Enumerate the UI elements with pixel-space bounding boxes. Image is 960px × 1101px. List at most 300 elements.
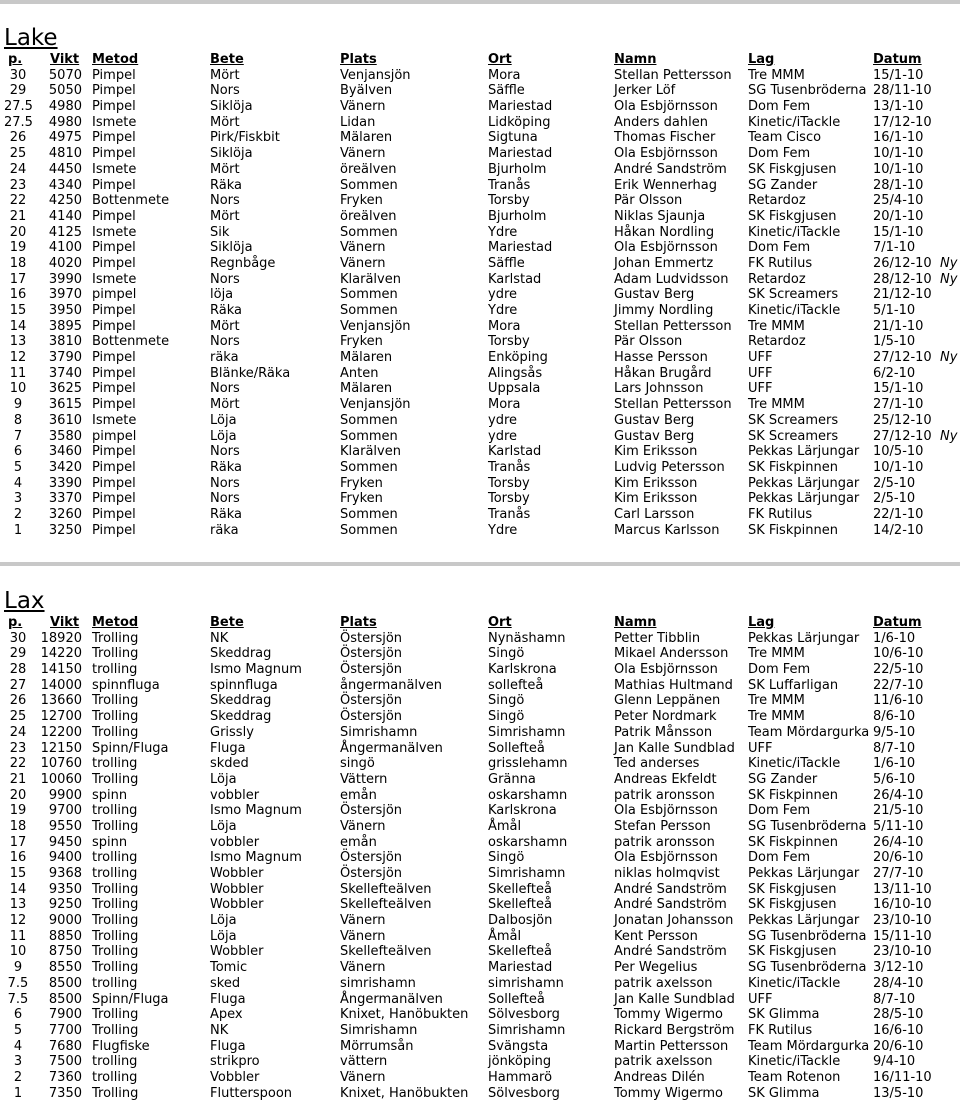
- cell-water: Knixet, Hanöbukten: [340, 1085, 469, 1101]
- cell-angler: Jimmy Nordling: [614, 303, 714, 318]
- cell-angler: Anders dahlen: [614, 114, 708, 130]
- cell-team: Team Mördargurka: [748, 1038, 870, 1054]
- cell-placing: 5: [13, 1022, 23, 1038]
- cell-weight: 4810: [48, 146, 82, 162]
- cell-angler: Adam Ludvidsson: [614, 271, 729, 287]
- cell-placing: 15: [9, 303, 27, 318]
- cell-water: vättern: [340, 1054, 388, 1070]
- table-row: [0, 491, 960, 507]
- cell-angler: patrik axelsson: [614, 975, 713, 991]
- cell-placing: 30: [9, 630, 27, 646]
- table-row: [0, 287, 960, 303]
- cell-bait: Siklöja: [210, 146, 253, 162]
- cell-method: Bottenmete: [92, 334, 170, 350]
- cell-placing: 29: [9, 83, 27, 99]
- table-row: [0, 334, 960, 350]
- cell-placing: 16: [9, 287, 27, 303]
- cell-town: oskarshamn: [488, 834, 568, 850]
- cell-team: Tre MMM: [748, 67, 805, 83]
- cell-date: 13/11-10: [873, 881, 932, 897]
- cell-weight: 3950: [48, 303, 82, 318]
- cell-weight: 3610: [48, 412, 82, 428]
- cell-placing: 6: [13, 1007, 23, 1023]
- table-row: [0, 693, 960, 709]
- cell-town: Sigtuna: [488, 130, 538, 146]
- cell-method: Flugfiske: [92, 1038, 150, 1054]
- cell-town: Torsby: [488, 193, 530, 209]
- cell-town: Sollefteå: [488, 740, 545, 756]
- cell-bait: Nors: [210, 444, 240, 460]
- cell-water: Ångermanälven: [340, 991, 443, 1007]
- cell-bait: Fluga: [210, 991, 246, 1007]
- column-header-water: Plats: [340, 52, 377, 67]
- cell-method: Trolling: [92, 928, 139, 944]
- cell-weight: 3250: [48, 522, 82, 538]
- cell-weight: 3990: [48, 271, 82, 287]
- cell-water: Vänern: [340, 99, 386, 115]
- cell-placing: 1: [13, 1085, 23, 1101]
- cell-placing: 27.5: [4, 99, 33, 115]
- cell-weight: 4020: [48, 255, 82, 271]
- cell-bait: räka: [210, 350, 239, 366]
- cell-team: FK Rutilus: [748, 506, 813, 522]
- table-row: [0, 178, 960, 194]
- cell-water: Fryken: [340, 193, 383, 209]
- cell-team: Kinetic/iTackle: [748, 1054, 841, 1070]
- cell-angler: Erik Wennerhag: [614, 177, 717, 193]
- cell-team: Dom Fem: [748, 240, 811, 256]
- cell-placing: 10: [9, 944, 27, 960]
- table-row: [0, 803, 960, 819]
- cell-method: Pimpel: [92, 475, 136, 491]
- table-row: [0, 130, 960, 146]
- cell-team: SK Luffarligan: [748, 677, 839, 693]
- cell-method: Pimpel: [92, 99, 136, 115]
- table-row: [0, 1054, 960, 1070]
- column-header-method: Metod: [92, 615, 139, 630]
- cell-method: Trolling: [92, 944, 139, 960]
- cell-team: Pekkas Lärjungar: [748, 913, 860, 929]
- cell-weight: 9000: [48, 913, 82, 929]
- cell-placing: 10: [9, 381, 27, 397]
- table-row: [0, 162, 960, 178]
- cell-bait: Nors: [210, 83, 240, 99]
- cell-weight: 5070: [48, 67, 82, 83]
- cell-weight: 8500: [48, 975, 82, 991]
- cell-water: Venjansjön: [340, 397, 411, 413]
- cell-date: 28/11-10: [873, 83, 932, 99]
- cell-placing: 13: [9, 897, 27, 913]
- cell-date: 15/1-10: [873, 224, 924, 240]
- cell-method: Spinn/Fluga: [92, 740, 169, 756]
- cell-date: 8/7-10: [873, 740, 916, 756]
- cell-water: Östersjön: [340, 630, 403, 646]
- cell-town: simrishamn: [488, 975, 564, 991]
- cell-bait: Räka: [210, 459, 242, 475]
- cell-team: UFF: [748, 991, 773, 1007]
- table-row: [0, 193, 960, 209]
- cell-method: Spinn/Fluga: [92, 991, 169, 1007]
- table-row: [0, 678, 960, 694]
- cell-date: 11/6-10: [873, 693, 924, 709]
- cell-angler: patrik aronsson: [614, 787, 715, 803]
- cell-water: Fryken: [340, 475, 383, 491]
- cell-water: Sommen: [340, 522, 398, 538]
- cell-method: Pimpel: [92, 67, 136, 83]
- cell-weight: 4340: [48, 177, 82, 193]
- cell-town: jönköping: [488, 1054, 552, 1070]
- cell-date: 14/2-10: [873, 522, 924, 538]
- cell-water: Sommen: [340, 287, 398, 303]
- cell-water: Lidan: [340, 114, 376, 130]
- cell-town: Karlstad: [488, 271, 542, 287]
- cell-method: trolling: [92, 975, 138, 991]
- cell-water: Sommen: [340, 506, 398, 522]
- table-row: [0, 788, 960, 804]
- cell-date: 27/12-10: [873, 428, 932, 444]
- cell-town: Sollefteå: [488, 991, 545, 1007]
- table-row: [0, 882, 960, 898]
- cell-town: Dalbosjön: [488, 913, 553, 929]
- cell-bait: räka: [210, 522, 239, 538]
- cell-date: 13/1-10: [873, 99, 924, 115]
- cell-placing: 7.5: [7, 991, 29, 1007]
- cell-method: Pimpel: [92, 146, 136, 162]
- cell-method: Trolling: [92, 881, 139, 897]
- table-row: [0, 992, 960, 1008]
- cell-bait: Tomic: [210, 960, 248, 976]
- cell-water: Östersjön: [340, 709, 403, 725]
- cell-method: Ismete: [92, 224, 137, 240]
- cell-water: Östersjön: [340, 803, 403, 819]
- cell-weight: 12150: [40, 740, 82, 756]
- cell-town: ydre: [488, 287, 518, 303]
- cell-team: SK Fiskgjusen: [748, 897, 837, 913]
- cell-method: trolling: [92, 866, 138, 881]
- cell-weight: 7680: [48, 1038, 82, 1054]
- cell-water: Östersjön: [340, 850, 403, 866]
- cell-angler: Jan Kalle Sundblad: [614, 991, 735, 1007]
- cell-angler: Jan Kalle Sundblad: [614, 740, 735, 756]
- cell-method: spinn: [92, 787, 128, 803]
- cell-method: Pimpel: [92, 522, 136, 538]
- cell-date: 5/6-10: [873, 771, 916, 787]
- cell-team: SK Fiskpinnen: [748, 459, 838, 475]
- cell-team: SK Fiskgjusen: [748, 944, 837, 960]
- cell-water: Skellefteälven: [340, 944, 432, 960]
- cell-angler: Stellan Pettersson: [614, 67, 732, 83]
- cell-water: Mälaren: [340, 130, 393, 146]
- table-row: [0, 850, 960, 866]
- cell-weight: 5050: [48, 83, 82, 99]
- section-title: Lax: [4, 588, 45, 614]
- cell-method: Trolling: [92, 646, 139, 662]
- cell-placing: 21: [9, 208, 27, 224]
- cell-angler: Tommy Wigermo: [614, 1007, 724, 1023]
- cell-angler: Jonatan Johansson: [614, 913, 734, 929]
- cell-method: Ismete: [92, 271, 137, 287]
- cell-bait: Nors: [210, 381, 240, 397]
- cell-method: trolling: [92, 756, 138, 772]
- cell-bait: Wobbler: [210, 897, 264, 913]
- cell-water: Mälaren: [340, 381, 393, 397]
- cell-bait: NK: [210, 630, 229, 646]
- cell-team: UFF: [748, 350, 773, 366]
- table-row: [0, 507, 960, 523]
- cell-method: Ismete: [92, 161, 137, 177]
- cell-weight: 4125: [48, 224, 82, 240]
- cell-weight: 3260: [48, 506, 82, 522]
- cell-bait: Mört: [210, 397, 240, 413]
- cell-bait: Nors: [210, 193, 240, 209]
- column-header-date: Datum: [873, 52, 922, 67]
- cell-water: Vänern: [340, 913, 386, 929]
- cell-weight: 3895: [48, 318, 82, 334]
- cell-angler: André Sandström: [614, 944, 727, 960]
- cell-method: Pimpel: [92, 240, 136, 256]
- table-row: [0, 913, 960, 929]
- table-row: [0, 741, 960, 757]
- table-row: [0, 725, 960, 741]
- cell-method: Pimpel: [92, 350, 136, 366]
- cell-weight: 4980: [48, 114, 82, 130]
- cell-angler: Ludvig Petersson: [614, 459, 725, 475]
- table-row: [0, 319, 960, 335]
- cell-angler: Håkan Nordling: [614, 224, 715, 240]
- cell-date: 27/7-10: [873, 866, 924, 881]
- cell-placing: 14: [9, 318, 27, 334]
- cell-date: 16/6-10: [873, 1022, 924, 1038]
- table-row: [0, 1023, 960, 1039]
- cell-method: Pimpel: [92, 365, 136, 381]
- cell-bait: Siklöja: [210, 99, 253, 115]
- cell-water: Ångermanälven: [340, 740, 443, 756]
- cell-placing: 20: [9, 787, 27, 803]
- cell-date: 5/1-10: [873, 303, 916, 318]
- table-row: [0, 460, 960, 476]
- cell-water: Klarälven: [340, 444, 401, 460]
- column-header-water: Plats: [340, 615, 377, 630]
- cell-date: 26/12-10: [873, 255, 932, 271]
- table-row: [0, 444, 960, 460]
- cell-team: SG Zander: [748, 771, 818, 787]
- cell-method: Pimpel: [92, 459, 136, 475]
- cell-bait: skded: [210, 756, 249, 772]
- section-divider: [0, 562, 960, 566]
- cell-date: 28/5-10: [873, 1007, 924, 1023]
- cell-bait: Löja: [210, 913, 237, 929]
- cell-weight: 4975: [48, 130, 82, 146]
- cell-team: Kinetic/iTackle: [748, 224, 841, 240]
- cell-weight: 7500: [48, 1054, 82, 1070]
- cell-team: Pekkas Lärjungar: [748, 491, 860, 507]
- cell-weight: 10760: [40, 756, 82, 772]
- cell-team: SG Tusenbröderna: [748, 818, 867, 834]
- cell-town: Ydre: [488, 522, 518, 538]
- cell-team: Pekkas Lärjungar: [748, 866, 860, 881]
- cell-water: Vänern: [340, 1069, 386, 1085]
- cell-town: Uppsala: [488, 381, 541, 397]
- cell-team: Pekkas Lärjungar: [748, 475, 860, 491]
- cell-weight: 8550: [48, 960, 82, 976]
- cell-angler: Marcus Karlsson: [614, 522, 720, 538]
- cell-town: Torsby: [488, 334, 530, 350]
- cell-town: Sölvesborg: [488, 1085, 560, 1101]
- cell-angler: Kent Persson: [614, 928, 698, 944]
- cell-team: Retardoz: [748, 193, 806, 209]
- cell-town: Bjurholm: [488, 161, 547, 177]
- cell-angler: Jerker Löf: [614, 83, 676, 99]
- cell-water: Simrishamn: [340, 1022, 418, 1038]
- cell-bait: Sik: [210, 224, 230, 240]
- cell-placing: 22: [9, 193, 27, 209]
- cell-weight: 8750: [48, 944, 82, 960]
- cell-water: Fryken: [340, 334, 383, 350]
- cell-placing: 7.5: [7, 975, 29, 991]
- cell-angler: Andreas Dilén: [614, 1069, 705, 1085]
- cell-date: 17/12-10: [873, 114, 932, 130]
- cell-bait: Mört: [210, 67, 240, 83]
- cell-weight: 3390: [48, 475, 82, 491]
- cell-placing: 24: [9, 161, 27, 177]
- cell-angler: Stellan Pettersson: [614, 318, 732, 334]
- cell-placing: 19: [9, 803, 27, 819]
- cell-date: 25/12-10: [873, 412, 932, 428]
- section-lax: [0, 587, 960, 1100]
- cell-town: Karlstad: [488, 444, 542, 460]
- cell-town: sollefteå: [488, 677, 544, 693]
- cell-placing: 2: [13, 506, 23, 522]
- cell-date: 20/6-10: [873, 1038, 924, 1054]
- cell-date: 2/5-10: [873, 491, 916, 507]
- cell-weight: 3740: [48, 365, 82, 381]
- cell-angler: Lars Johnsson: [614, 381, 704, 397]
- cell-water: Mälaren: [340, 350, 393, 366]
- cell-town: Tranås: [488, 506, 531, 522]
- cell-placing: 28: [9, 662, 27, 678]
- cell-bait: strikpro: [210, 1054, 260, 1070]
- cell-method: pimpel: [92, 287, 137, 303]
- cell-date: 28/1-10: [873, 177, 924, 193]
- table-row: [0, 944, 960, 960]
- cell-team: Dom Fem: [748, 803, 811, 819]
- cell-angler: Hasse Persson: [614, 350, 708, 366]
- cell-date: 22/7-10: [873, 677, 924, 693]
- cell-bait: Blänke/Räka: [210, 365, 291, 381]
- cell-bait: Löja: [210, 928, 237, 944]
- cell-angler: Ola Esbjörnsson: [614, 662, 718, 678]
- cell-method: pimpel: [92, 428, 137, 444]
- cell-bait: Skeddrag: [210, 693, 272, 709]
- table-row: [0, 146, 960, 162]
- cell-town: Torsby: [488, 491, 530, 507]
- cell-method: Pimpel: [92, 255, 136, 271]
- cell-team: Dom Fem: [748, 850, 811, 866]
- table-header: [0, 52, 960, 68]
- cell-weight: 9250: [48, 897, 82, 913]
- cell-town: Ydre: [488, 303, 518, 318]
- table-row: [0, 366, 960, 382]
- cell-weight: 3420: [48, 459, 82, 475]
- cell-angler: Ola Esbjörnsson: [614, 146, 718, 162]
- results-table: [0, 52, 960, 538]
- cell-team: Retardoz: [748, 271, 806, 287]
- cell-water: Vänern: [340, 818, 386, 834]
- column-header-town: Ort: [488, 615, 512, 630]
- cell-town: Tranås: [488, 459, 531, 475]
- cell-water: Östersjön: [340, 646, 403, 662]
- cell-bait: Mört: [210, 208, 240, 224]
- cell-weight: 4450: [48, 161, 82, 177]
- cell-method: Bottenmete: [92, 193, 170, 209]
- cell-angler: André Sandström: [614, 161, 727, 177]
- cell-water: Östersjön: [340, 693, 403, 709]
- cell-water: Skellefteälven: [340, 897, 432, 913]
- cell-water: Mörrumsån: [340, 1038, 414, 1054]
- cell-method: Pimpel: [92, 444, 136, 460]
- cell-bait: Fluga: [210, 740, 246, 756]
- cell-placing: 30: [9, 67, 27, 83]
- cell-bait: Löja: [210, 412, 237, 428]
- cell-bait: Ismo Magnum: [210, 803, 302, 819]
- cell-bait: Apex: [210, 1007, 243, 1023]
- cell-method: Trolling: [92, 693, 139, 709]
- cell-bait: Pirk/Fiskbit: [210, 130, 280, 146]
- cell-date: 7/1-10: [873, 240, 916, 256]
- column-header-weight: Vikt: [50, 615, 80, 630]
- cell-placing: 8: [13, 412, 23, 428]
- cell-town: Skellefteå: [488, 944, 552, 960]
- cell-team: UFF: [748, 381, 773, 397]
- table-row: [0, 1070, 960, 1086]
- cell-town: Simrishamn: [488, 724, 566, 740]
- cell-angler: Ola Esbjörnsson: [614, 803, 718, 819]
- cell-team: Tre MMM: [748, 709, 805, 725]
- cell-weight: 10060: [40, 771, 82, 787]
- cell-town: Nynäshamn: [488, 630, 566, 646]
- table-row: [0, 99, 960, 115]
- cell-new-flag: Ny: [940, 350, 958, 366]
- cell-placing: 26: [9, 130, 27, 146]
- cell-water: simrishamn: [340, 975, 416, 991]
- cell-weight: 4250: [48, 193, 82, 209]
- cell-angler: Mikael Andersson: [614, 646, 729, 662]
- cell-water: Klarälven: [340, 271, 401, 287]
- cell-date: 22/5-10: [873, 662, 924, 678]
- cell-team: Dom Fem: [748, 662, 811, 678]
- cell-placing: 12: [9, 350, 27, 366]
- column-header-team: Lag: [748, 52, 775, 67]
- cell-water: öreälven: [340, 161, 397, 177]
- cell-placing: 26: [9, 693, 27, 709]
- cell-water: Vänern: [340, 240, 386, 256]
- cell-bait: Räka: [210, 506, 242, 522]
- cell-bait: löja: [210, 287, 234, 303]
- cell-angler: Gustav Berg: [614, 412, 695, 428]
- cell-angler: Niklas Sjaunja: [614, 208, 706, 224]
- cell-team: SK Fiskgjusen: [748, 881, 837, 897]
- cell-method: Trolling: [92, 818, 139, 834]
- cell-weight: 4100: [48, 240, 82, 256]
- cell-placing: 4: [13, 1038, 23, 1054]
- cell-town: grisslehamn: [488, 756, 568, 772]
- cell-method: Trolling: [92, 960, 139, 976]
- cell-town: Bjurholm: [488, 208, 547, 224]
- table-row: [0, 429, 960, 445]
- cell-bait: spinnfluga: [210, 677, 278, 693]
- cell-weight: 7900: [48, 1007, 82, 1023]
- cell-placing: 25: [9, 709, 27, 725]
